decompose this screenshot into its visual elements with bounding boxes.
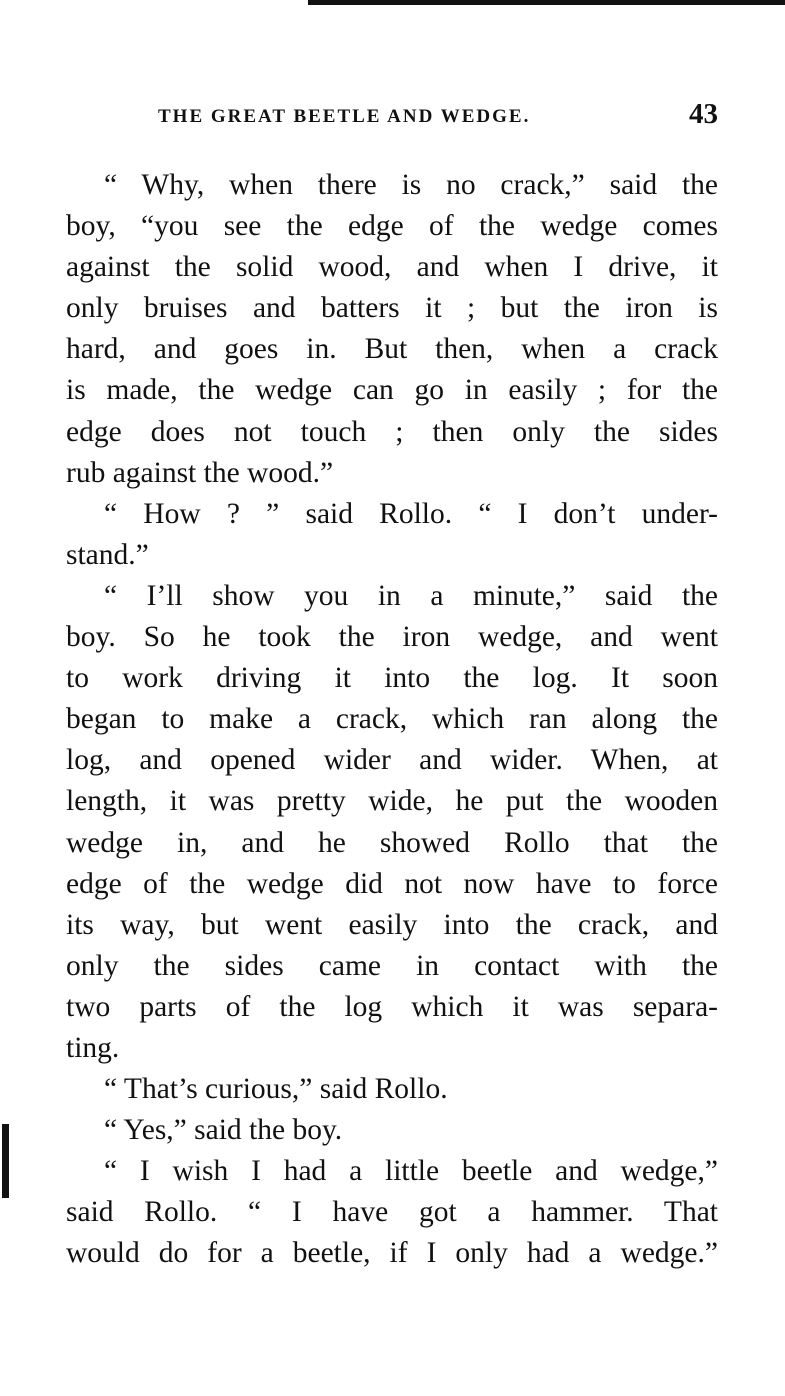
text-line: edge does not touch ; then only the sides: [66, 415, 718, 448]
text-line: log, and opened wider and wider. When, at: [66, 744, 718, 777]
text-line: only the sides came in contact with the: [66, 949, 718, 982]
text-line: only bruises and batters it ; but the iron is: [66, 292, 718, 325]
page-header: [66, 98, 718, 138]
text-line: length, it was pretty wide, he put the wooden: [66, 785, 718, 818]
text-line: wedge in, and he showed Rollo that the: [66, 826, 718, 859]
text-line: “ How ? ” said Rollo. “ I don’t under-: [104, 497, 718, 530]
text-line: hard, and goes in. But then, when a crack: [66, 333, 718, 366]
top-rule: [308, 0, 785, 5]
text-line: to work driving it into the log. It soon: [66, 662, 718, 695]
text-line: boy. So he took the iron wedge, and went: [66, 621, 718, 654]
text-line: “ I wish I had a little beetle and wedge,”: [104, 1155, 718, 1188]
text-line: said Rollo. “ I have got a hammer. That: [66, 1196, 718, 1229]
text-line: edge of the wedge did not now have to force: [66, 867, 718, 900]
text-line: ting.: [66, 1031, 120, 1064]
text-line: two parts of the log which it was separa-: [66, 990, 718, 1023]
text-line: boy, “you see the edge of the wedge comes: [66, 210, 718, 243]
text-line: would do for a beetle, if I only had a wedge.”: [66, 1237, 718, 1270]
text-line: its way, but went easily into the crack, and: [66, 908, 718, 941]
text-line: “ I’ll show you in a minute,” said the: [104, 579, 718, 612]
text-line: began to make a crack, which ran along the: [66, 703, 718, 736]
text-line: stand.”: [66, 538, 149, 571]
page-number: 43: [689, 98, 718, 130]
text-line: is made, the wedge can go in easily ; for the: [66, 374, 718, 407]
text-line: against the solid wood, and when I drive, it: [66, 251, 718, 284]
text-line: “ Why, when there is no crack,” said the: [104, 169, 718, 201]
text-line: “ That’s curious,” said Rollo.: [104, 1073, 448, 1106]
body-text: [66, 165, 718, 1275]
margin-mark: [2, 1124, 9, 1198]
text-line: rub against the wood.”: [66, 456, 334, 489]
running-title: THE GREAT BEETLE AND WEDGE.: [158, 106, 531, 127]
text-line: “ Yes,” said the boy.: [104, 1114, 343, 1147]
